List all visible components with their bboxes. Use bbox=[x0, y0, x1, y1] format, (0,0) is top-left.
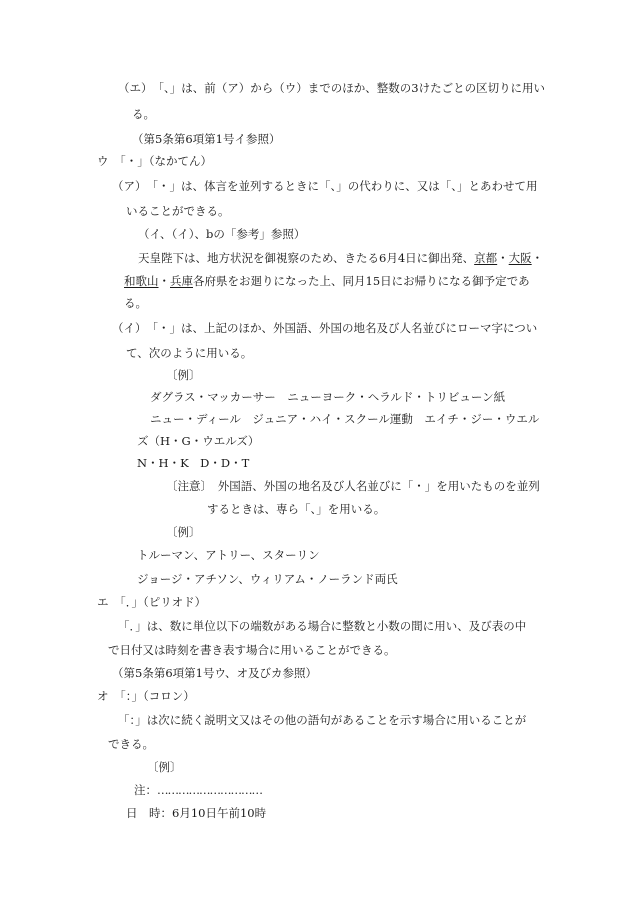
text-line: （エ） 「、」は、前（ア）から（ウ）までのほか、整数の3けたごとの区切りに用い bbox=[118, 81, 546, 95]
nakaten: ・ bbox=[158, 274, 170, 288]
place-hyogo: 兵庫 bbox=[170, 274, 193, 288]
text-line: できる。 bbox=[108, 737, 154, 751]
example-item: ニュー・ディール ジュニア・ハイ・スクール運動 エイチ・ジー・ウエル bbox=[150, 412, 540, 426]
example-sentence bbox=[138, 250, 543, 266]
place-kyoto: 京都 bbox=[474, 251, 498, 265]
text-line: いることができる。 bbox=[126, 204, 230, 218]
text-line: （ア） 「・」は、体言を並列するときに「、」の代わりに、又は「、」とあわせて用 bbox=[112, 179, 538, 193]
text-line: で日付又は時刻を書き表す場合に用いることができる。 bbox=[108, 643, 396, 657]
example-item: 日 時：6月10日午前10時 bbox=[126, 806, 267, 820]
example-item: ズ（H・G・ウエルズ） bbox=[137, 434, 260, 448]
example-item bbox=[134, 782, 262, 798]
caution-note: するときは、専ら「、」を用いる。 bbox=[207, 502, 386, 516]
nakaten: ・ bbox=[497, 251, 509, 265]
example-item: トルーマン、アトリー、スターリン bbox=[137, 548, 320, 562]
reference-note: （第5条第6項第1号ウ、オ及びカ参照） bbox=[112, 666, 318, 680]
caution-note: 〔注意〕 外国語、外国の地名及び人名並びに「・」を用いたものを並列 bbox=[166, 479, 540, 493]
example-label: 〔例〕 bbox=[147, 760, 182, 774]
text-line: て、次のように用いる。 bbox=[126, 346, 253, 360]
nakaten: ・ bbox=[531, 251, 544, 265]
example-label: 〔例〕 bbox=[166, 525, 201, 539]
text-line: （イ） 「・」は、上記のほか、外国語、外国の地名及び人名並びにローマ字につい bbox=[112, 321, 538, 335]
example-text: 各府県をお廻りになった上、同月15日にお帰りになる御予定であ bbox=[193, 274, 530, 288]
section-heading: エ 「．」（ピリオド） bbox=[97, 595, 207, 609]
section-heading: ウ 「・」（なかてん） bbox=[97, 154, 212, 168]
example-item: N・H・K D・D・T bbox=[137, 456, 250, 470]
place-osaka: 大阪 bbox=[508, 251, 532, 265]
example-text: 天皇陛下は、地方状況を御視察のため、きたる6月4日に御出発、 bbox=[138, 251, 475, 265]
text-line: る。 bbox=[132, 107, 155, 121]
reference-note: （第5条第6項第1号イ参照） bbox=[132, 132, 281, 146]
place-wakayama: 和歌山 bbox=[124, 274, 159, 288]
reference-note: （イ、（イ）、bの「参考」参照） bbox=[138, 227, 306, 241]
example-item: ジョージ・アチソン、ウィリアム・ノーランド両氏 bbox=[137, 572, 398, 586]
example-label: 〔例〕 bbox=[166, 368, 201, 382]
note-label: 注： bbox=[134, 783, 157, 797]
example-item: ダグラス・マッカーサー ニューヨーク・ヘラルド・トリビューン紙 bbox=[150, 390, 506, 404]
section-heading: オ 「：」（コロン） bbox=[97, 689, 195, 703]
text-line: 「：」は次に続く説明文又はその他の語句があることを示す場合に用いることが bbox=[118, 713, 527, 727]
example-sentence bbox=[124, 273, 530, 289]
leader-dots: ………………………… bbox=[157, 783, 262, 797]
text-line: 「．」は、数に単位以下の端数がある場合に整数と小数の間に用い、及び表の中 bbox=[118, 619, 527, 633]
text-line: る。 bbox=[124, 296, 147, 310]
